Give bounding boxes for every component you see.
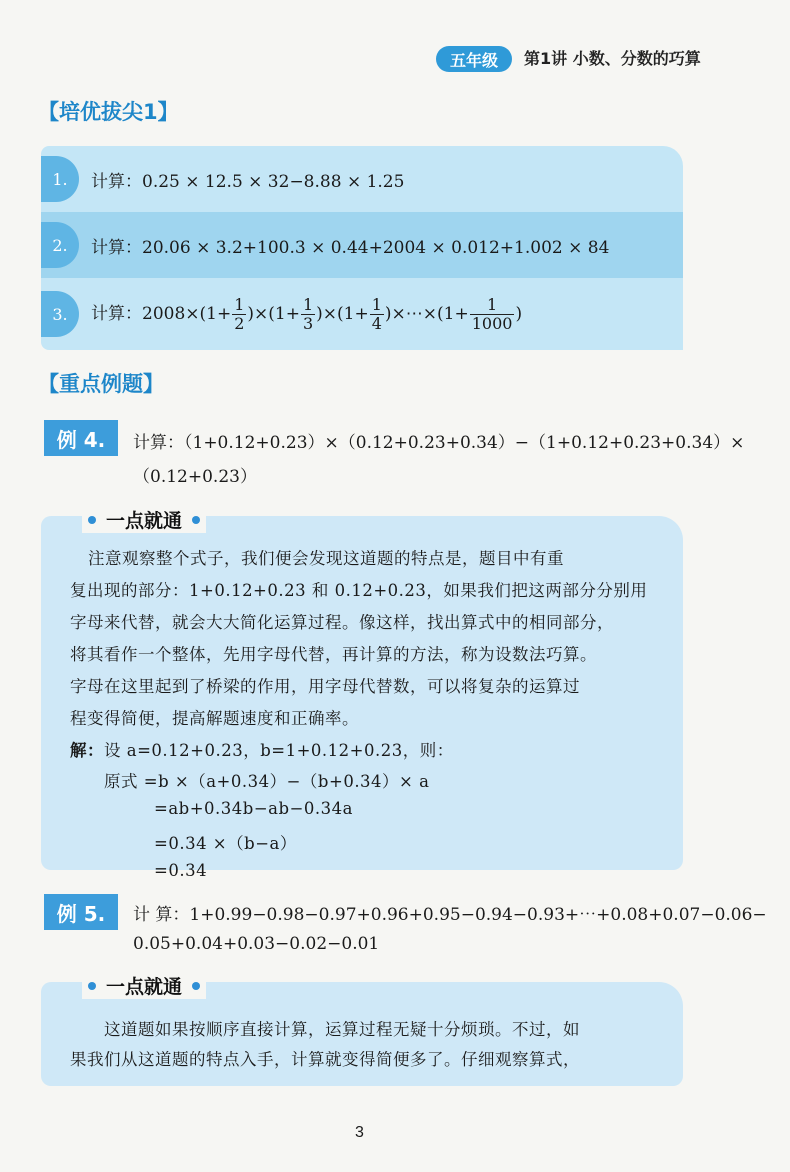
tip-2-line: 这道题如果按顺序直接计算，运算过程无疑十分烦琐。不过，如 [104,1020,580,1039]
example-5-label: 例 5. [44,894,118,930]
example-5-line-1: 计 算：1+0.99−0.98−0.97+0.96+0.95−0.94−0.93+⋯+0.08+0.07−0.06− [133,905,767,925]
dot-icon [192,516,200,524]
solution-step: 原式 =b ×（a+0.34）−（b+0.34）× a [104,772,430,791]
solution-step: =0.34 [154,861,208,880]
item-number: 3. [41,291,79,337]
practice-item-1 [41,146,683,212]
practice-heading: 【培优拔尖1】 [38,100,179,124]
dot-icon [88,516,96,524]
practice-item-2 [41,212,683,278]
tip-2-line: 果我们从这道题的特点入手，计算就变得简便多了。仔细观察算式， [70,1050,580,1069]
item-number: 1. [41,156,79,202]
example-4-label: 例 4. [44,420,118,456]
item-text: 计算：2008×(1+ $\frac{1}{2}$ )×(1+ $\frac{1}{3}$ )×(1+ $\frac{1}{4}$ )×⋯×(1+ $\frac{1}{1000}$ ) [91,294,523,333]
item-number: 2. [41,222,79,268]
item-text: 计算：20.06 × 3.2+100.3 × 0.44+2004 × 0.012+1.002 × 84 [91,237,610,258]
example-5-line-2: 0.05+0.04+0.03−0.02−0.01 [133,934,380,954]
dot-icon [88,982,96,990]
item-text: 计算：0.25 × 12.5 × 32−8.88 × 1.25 [91,171,405,192]
examples-heading: 【重点例题】 [38,372,164,396]
example-4-line-2: （0.12+0.23） [133,467,257,487]
dot-icon [192,982,200,990]
practice-panel [41,138,683,350]
lesson-title: 第1讲 小数、分数的巧算 [524,49,701,68]
solution-line: 解：设 a=0.12+0.23，b=1+0.12+0.23，则： [70,741,454,760]
fraction: $\frac{1}{3}$ [302,294,314,333]
fraction: $\frac{1}{1000}$ [471,294,513,333]
tip-1-line: 复出现的部分：1+0.12+0.23 和 0.12+0.23，如果我们把这两部分分别用 [70,581,648,600]
example-4-line-1: 计算：（1+0.12+0.23）×（0.12+0.23+0.34）−（1+0.12+0.23+0.34）× [133,433,745,453]
page-number: 3 [355,1124,364,1141]
tip-1-title: 一点就通 [82,506,206,533]
tip-1-line: 将其看作一个整体，先用字母代替，再计算的方法，称为设数法巧算。 [70,645,597,664]
solution-step: =ab+0.34b−ab−0.34a [154,799,353,818]
tip-2-title: 一点就通 [82,972,206,999]
fraction: $\frac{1}{2}$ [234,294,245,333]
solution-label: 解： [70,741,104,760]
practice-item-3 [41,278,683,350]
grade-badge: 五年级 [436,46,512,72]
tip-1-line: 注意观察整个式子，我们便会发现这道题的特点是，题目中有重 [88,549,564,568]
solution-step: =0.34 ×（b−a） [154,834,297,853]
tip-1-line: 字母来代替，就会大大简化运算过程。像这样，找出算式中的相同部分， [70,613,614,632]
fraction: $\frac{1}{4}$ [371,294,382,333]
tip-1-line: 程变得简便，提高解题速度和正确率。 [70,709,359,728]
tip-1-line: 字母在这里起到了桥梁的作用，用字母代替数，可以将复杂的运算过 [70,677,580,696]
